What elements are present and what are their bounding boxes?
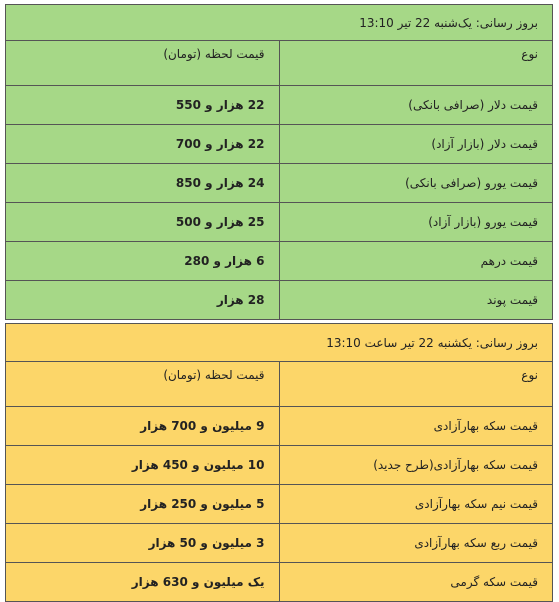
- currency-header-type: نوع: [279, 41, 553, 86]
- row-price: 10 میلیون و 450 هزار: [6, 446, 280, 485]
- coin-table-caption: بروز رسانی: یکشنبه 22 تیر ساعت 13:10: [6, 324, 553, 362]
- table-row: [6, 281, 553, 320]
- row-price: 22 هزار و 700: [6, 125, 280, 164]
- row-price: یک میلیون و 630 هزار: [6, 563, 280, 602]
- row-label: قیمت ربع سکه بهارآزادی: [279, 524, 553, 563]
- table-row: [6, 524, 553, 563]
- row-price: 25 هزار و 500: [6, 203, 280, 242]
- row-price: 6 هزار و 280: [6, 242, 280, 281]
- currency-price-table: [5, 4, 553, 320]
- row-label: قیمت دلار (صرافی بانکی): [279, 86, 553, 125]
- table-row: [6, 485, 553, 524]
- table-row: [6, 242, 553, 281]
- row-price: 3 میلیون و 50 هزار: [6, 524, 280, 563]
- table-row: [6, 407, 553, 446]
- table-row: [6, 446, 553, 485]
- table-row: [6, 203, 553, 242]
- row-label: قیمت یورو (بازار آزاد): [279, 203, 553, 242]
- table-row: [6, 164, 553, 203]
- coin-header-type: نوع: [279, 362, 553, 407]
- table-row: [6, 125, 553, 164]
- row-price: 28 هزار: [6, 281, 280, 320]
- coin-header-price: قیمت لحظه (تومان): [6, 362, 280, 407]
- currency-table-caption: بروز رسانی: یک‌شنبه 22 تیر 13:10: [6, 5, 553, 41]
- coin-price-table: [5, 323, 553, 602]
- row-label: قیمت سکه بهارآزادی: [279, 407, 553, 446]
- row-label: قیمت نیم سکه بهارآزادی: [279, 485, 553, 524]
- table-row: [6, 86, 553, 125]
- row-price: 5 میلیون و 250 هزار: [6, 485, 280, 524]
- row-price: 24 هزار و 850: [6, 164, 280, 203]
- currency-header-price: قیمت لحظه (تومان): [6, 41, 280, 86]
- row-label: قیمت سکه بهارآزادی(طرح جدید): [279, 446, 553, 485]
- row-price: 9 میلیون و 700 هزار: [6, 407, 280, 446]
- row-price: 22 هزار و 550: [6, 86, 280, 125]
- row-label: قیمت یورو (صرافی بانکی): [279, 164, 553, 203]
- row-label: قیمت درهم: [279, 242, 553, 281]
- row-label: قیمت دلار (بازار آزاد): [279, 125, 553, 164]
- row-label: قیمت پوند: [279, 281, 553, 320]
- row-label: قیمت سکه گرمی: [279, 563, 553, 602]
- table-row: [6, 563, 553, 602]
